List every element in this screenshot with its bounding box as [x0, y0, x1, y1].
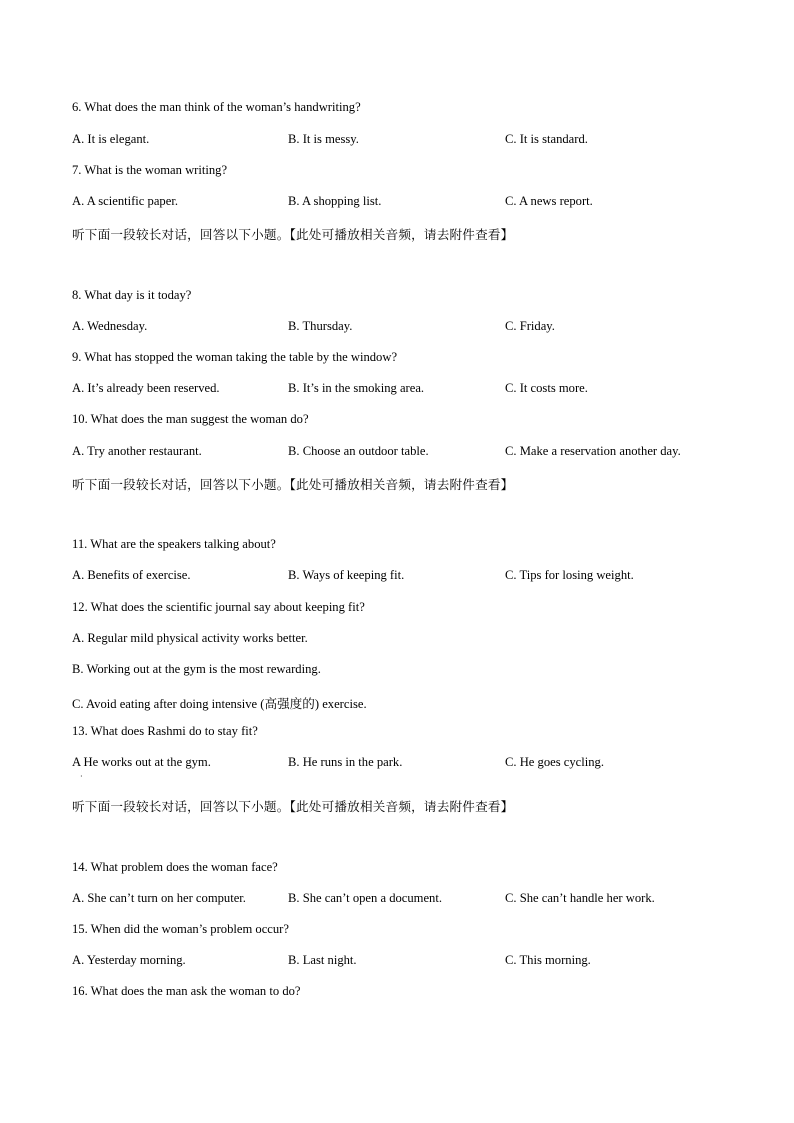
option-15b: B. Last night. — [288, 953, 357, 967]
option-12a: A. Regular mild physical activity works better. — [72, 631, 308, 645]
question-11: 11. What are the speakers talking about? — [72, 537, 276, 551]
option-8a: A. Wednesday. — [72, 319, 148, 333]
option-13c: C. He goes cycling. — [505, 755, 604, 769]
option-12c: C. Avoid eating after doing intensive (高强度的) exercise. — [72, 697, 367, 711]
option-11c: C. Tips for losing weight. — [505, 568, 634, 582]
question-7: 7. What is the woman writing? — [72, 163, 228, 177]
option-13b: B. He runs in the park. — [288, 755, 403, 769]
option-9c: C. It costs more. — [505, 381, 588, 395]
option-9a: A. It’s already been reserved. — [72, 381, 220, 395]
question-10: 10. What does the man suggest the woman do? — [72, 412, 309, 426]
option-10a: A. Try another restaurant. — [72, 444, 202, 458]
option-14a: A. She can’t turn on her computer. — [72, 891, 246, 905]
option-7c: C. A news report. — [505, 194, 593, 208]
question-8: 8. What day is it today? — [72, 288, 192, 302]
option-6b: B. It is messy. — [288, 132, 359, 146]
option-12b: B. Working out at the gym is the most rewarding. — [72, 662, 321, 676]
stray-dot-mark: · — [80, 772, 83, 781]
option-8c: C. Friday. — [505, 319, 555, 333]
option-10b: B. Choose an outdoor table. — [288, 444, 429, 458]
option-15a: A. Yesterday morning. — [72, 953, 186, 967]
option-10c: C. Make a reservation another day. — [505, 444, 681, 458]
listening-instruction-3: 听下面一段较长对话，回答以下小题。【此处可播放相关音频，请去附件查看】 — [72, 799, 514, 814]
question-15: 15. When did the woman’s problem occur? — [72, 922, 289, 936]
question-16: 16. What does the man ask the woman to do? — [72, 984, 301, 998]
option-11b: B. Ways of keeping fit. — [288, 568, 405, 582]
question-13: 13. What does Rashmi do to stay fit? — [72, 724, 258, 738]
option-9b: B. It’s in the smoking area. — [288, 381, 425, 395]
option-15c: C. This morning. — [505, 953, 591, 967]
option-7a: A. A scientific paper. — [72, 194, 178, 208]
option-6c: C. It is standard. — [505, 132, 588, 146]
option-8b: B. Thursday. — [288, 319, 353, 333]
option-14b: B. She can’t open a document. — [288, 891, 443, 905]
listening-instruction-2: 听下面一段较长对话，回答以下小题。【此处可播放相关音频，请去附件查看】 — [72, 477, 514, 492]
question-6: 6. What does the man think of the woman’s handwriting? — [72, 100, 361, 114]
option-13a: A He works out at the gym. — [72, 755, 211, 769]
option-7b: B. A shopping list. — [288, 194, 382, 208]
option-6a: A. It is elegant. — [72, 132, 150, 146]
option-11a: A. Benefits of exercise. — [72, 568, 191, 582]
listening-instruction-1: 听下面一段较长对话，回答以下小题。【此处可播放相关音频，请去附件查看】 — [72, 227, 514, 242]
question-14: 14. What problem does the woman face? — [72, 860, 278, 874]
option-14c: C. She can’t handle her work. — [505, 891, 655, 905]
question-12: 12. What does the scientific journal say about keeping fit? — [72, 600, 365, 614]
question-9: 9. What has stopped the woman taking the table by the window? — [72, 350, 398, 364]
